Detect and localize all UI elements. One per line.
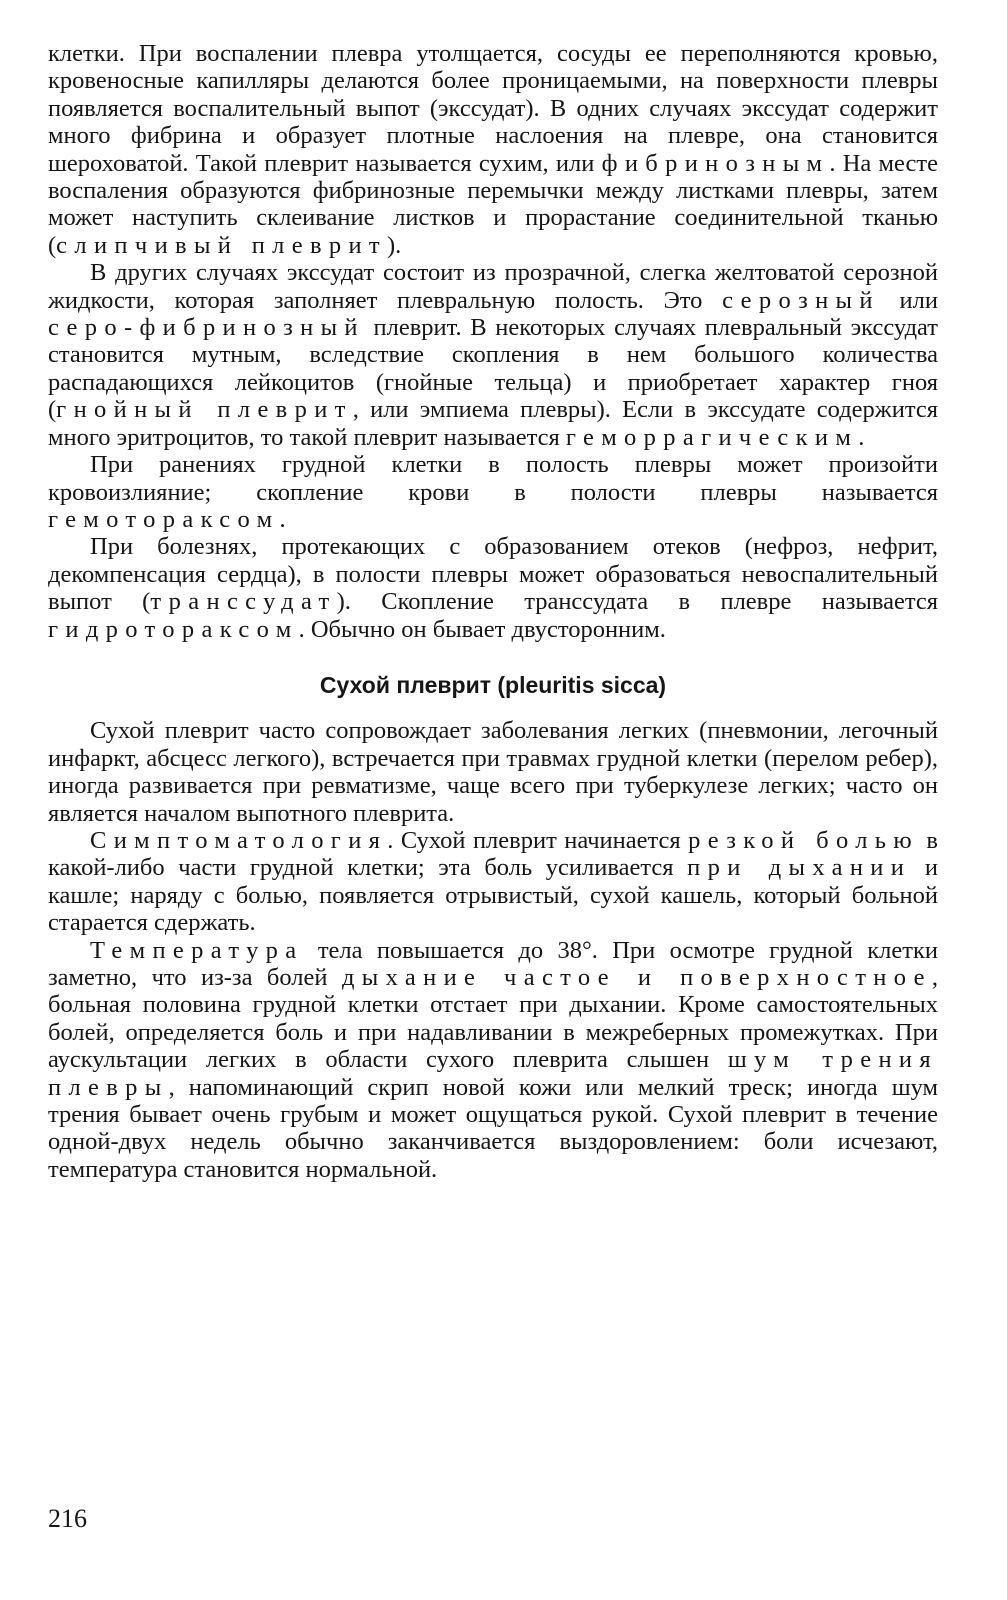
text-run: , напоминающий скрип новой кожи или мелкий треск; иногда шум трения бывает очень грубым и может ощущаться рукой. Сухой плеврит в течение одной-двух недель обычно заканчивается выздоровлением: боли исчезают, температура становится нормальной. bbox=[48, 1073, 938, 1183]
text-run: , больная половина грудной клетки отстает при дыхании. Кроме самостоятельных болей, определяется боль и при надавливании в межреберных промежутках. При аускультации легких в области сухого плеврита слышен bbox=[48, 964, 939, 1074]
text-run: и кашле; наряду с болью, появляется отрывистый, сухой кашель, который больной старается сдержать. bbox=[48, 854, 938, 937]
spaced-emphasis-term: гемотораксом bbox=[48, 505, 280, 533]
spaced-emphasis-term: фибринозным bbox=[601, 149, 830, 177]
spaced-emphasis-term: гидротораксом bbox=[48, 615, 299, 643]
text-run: в какой-либо части грудной клетки; эта боль усиливается bbox=[48, 826, 938, 882]
spaced-emphasis-term: Симптоматология bbox=[90, 826, 388, 854]
page-number: 216 bbox=[48, 1504, 87, 1533]
spaced-emphasis-term: геморрагическим bbox=[565, 423, 859, 451]
spaced-emphasis-term: резкой болью bbox=[688, 826, 919, 854]
text-run: При ранениях грудной клетки в полость плевры может произойти кровоизлияние; скопление крови в полости плевры называется bbox=[48, 451, 938, 506]
spaced-emphasis-term: при дыхании bbox=[687, 854, 912, 882]
spaced-emphasis-term: дыхание частое и поверхностное bbox=[341, 964, 932, 991]
text-run: . bbox=[858, 423, 865, 451]
text-run: При болезнях, протекающих с образованием отеков (нефроз, нефрит, декомпенсация сердца), в полости плевры может образоваться невоспалительный выпот ( bbox=[48, 533, 938, 616]
text-run: тела повышается до 38°. При осмотре грудной клетки заметно, что из-за болей bbox=[48, 936, 938, 991]
text-run: клетки. При воспалении плевра утолщается, сосуды ее переполняются кровью, кровеносные капилляры делаются более проницаемыми, на поверхности плевры появляется воспалительный выпот (экссудат). В одних случаях экссудат содержит много фибрина и образует плотные наслоения на плевре, она становится шероховатой. Такой плеврит называется сухим, или bbox=[48, 40, 938, 177]
paragraph bbox=[48, 533, 938, 643]
spaced-emphasis-term: слипчивый плеврит bbox=[56, 231, 387, 259]
book-page-text bbox=[48, 40, 938, 1183]
spaced-emphasis-term: серозный bbox=[722, 286, 880, 314]
text-run: . bbox=[279, 505, 286, 533]
paragraph bbox=[48, 451, 938, 533]
section-heading: Сухой плеврит (pleuritis sicca) bbox=[319, 671, 667, 698]
text-run: . Обычно он бывает двусторонним. bbox=[298, 615, 666, 643]
paragraph bbox=[48, 937, 938, 1184]
spaced-emphasis-term: серо-фибринозный bbox=[48, 314, 365, 342]
spaced-emphasis-term: шум трения плевры bbox=[48, 1046, 938, 1101]
text-run: , или эмпиема плевры). Если в экссудате содержится много эритроцитов, то такой плеврит называется bbox=[48, 396, 938, 451]
text-run: ). Скопление транссудата в плевре называется bbox=[336, 588, 938, 616]
spaced-emphasis-term: транссудат bbox=[150, 588, 337, 616]
paragraph bbox=[48, 827, 938, 937]
spaced-emphasis-term: гнойный плеврит bbox=[56, 396, 353, 424]
text-run: плеврит. В некоторых случаях плевральный экссудат становится мутным, вследствие скопления в нем большого количества распадающихся лейкоцитов (гнойные тельца) и приобретает характер гноя ( bbox=[48, 314, 938, 424]
text-run: ). bbox=[387, 231, 402, 259]
paragraph bbox=[48, 259, 938, 451]
paragraph bbox=[48, 40, 938, 259]
text-run: или bbox=[879, 286, 938, 314]
text-run: . На месте воспаления образуются фибринозные перемычки между листками плевры, затем может наступить склеивание листков и прорастание соединительной тканью ( bbox=[48, 149, 938, 259]
text-run: Сухой плеврит часто сопровождает заболевания легких (пневмонии, легочный инфаркт, абсцесс легкого), встречается при травмах грудной клетки (перелом ребер), иногда развивается при ревматизме, чаще всего при туберкулезе легких; часто он является началом выпотного плеврита. bbox=[48, 717, 938, 827]
text-run: . Сухой плеврит начинается bbox=[387, 826, 689, 854]
paragraph bbox=[48, 717, 938, 827]
spaced-emphasis-term: Температура bbox=[90, 936, 304, 964]
text-run: В других случаях экссудат состоит из прозрачной, слегка желтоватой серозной жидкости, которая заполняет плевральную полость. Это bbox=[48, 259, 938, 314]
